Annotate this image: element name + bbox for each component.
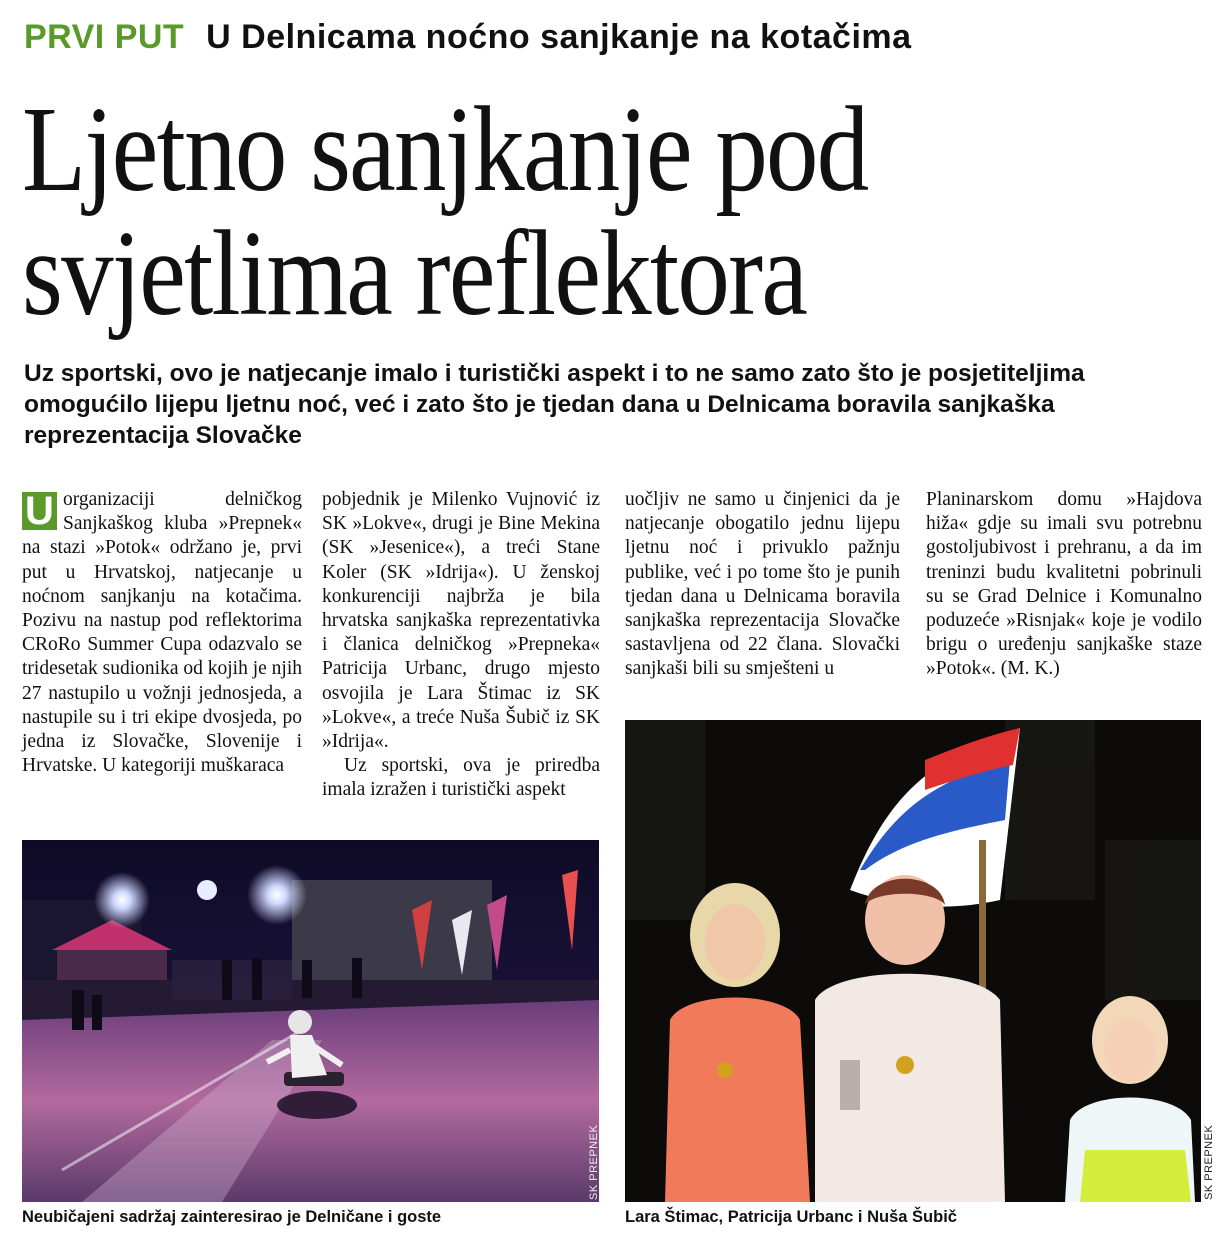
photo-podium-girls [625,720,1215,1202]
article-column-4 [926,488,1202,682]
column-2-text: pobjednik je Milenko Vujnović iz SK »Lokve«, drugi je Bine Mekina (SK »Jesenice«), a treći Stane Koler (SK »Idrija«). U ženskoj konkurenciji najbrža je bila hrvatska sanjkaška reprezentativka i članica delničkog »Prepneka« Patricija Urbanc, drugo mjesto osvojila je Lara Štimac iz SK »Lokve«, a treće Nuša Šubič iz SK »Idrija«. [322,489,600,753]
column-2-paragraph-2: Uz sportski, ova je priredba imala izražen i turistički aspekt [322,755,600,801]
photo-caption-1: Neubičajeni sadržaj zainteresirao je Delničane i goste [22,1208,442,1226]
column-4-text: Planinarskom domu »Hajdova hiža« gdje su imali svu potrebnu gostoljubivost i prehranu, a da im treninzi budu kvalitetni pobrinuli su se Grad Delnice i Komunalno poduzeće »Risnjak« koje je vodilo brigu o uređenju sanjkaške staze »Potok«. (M. K.) [926,489,1202,680]
headline-line-1: Ljetno sanjkanje pod [22,82,868,217]
lead-paragraph: Uz sportski, ovo je natjecanje imalo i turistički aspekt i to ne samo zato što je posjetiteljima omogućilo lijepu ljetnu noć, već i zato što je tjedan dana u Delnicama boravila sanjkaška reprezentacija Slovačke [24,360,1085,449]
article-column-3 [625,488,900,682]
photo-night-sledding [22,840,599,1202]
photo-credit-2: SK PREPNEK [1203,1124,1215,1200]
headline [22,82,868,341]
kicker-subtitle: U Delnicama noćno sanjkanje na kotačima [206,18,912,56]
podium-girls-illustration [625,720,1201,1202]
night-sledding-illustration [22,840,599,1202]
column-3-text: uočljiv ne samo u činjenici da je natjecanje obogatilo jednu lijepu ljetnu noć i privuklo pažnju publike, već i po tome što je punih tjedan dana u Delnicama boravila sanjkaška reprezentacija Slovačke sastavljena od 22 člana. Slovački sanjkaši bili su smješteni u [625,489,900,680]
headline-line-2: svjetlima reflektora [22,206,807,341]
column-1-text: organizaciji delničkog Sanjkaškog kluba »Prepnek« na stazi »Potok« održano je, prvi put u Hrvatskoj, natjecanje u noćnom sanjkanju na kotačima. Pozivu na nastup pod reflektorima CRoRo Summer Cupa odazvalo se tridesetak sudionika od kojih je njih 27 nastupilo u vožnji jednosjeda, a nastupile su i tri ekipe dvosjeda, po jedna iz Slovačke, Slovenije i Hrvatske. U kategoriji muškaraca [22,489,302,777]
dropcap: U [22,492,57,530]
article-column-2 [322,488,600,803]
kicker [24,18,912,57]
kicker-tag: PRVI PUT [24,18,185,56]
article-column-1 [22,488,302,778]
photo-credit-1: SK PREPNEK [588,1124,600,1200]
photo-caption-2: Lara Štimac, Patricija Urbanc i Nuša Šubič [625,1208,957,1226]
